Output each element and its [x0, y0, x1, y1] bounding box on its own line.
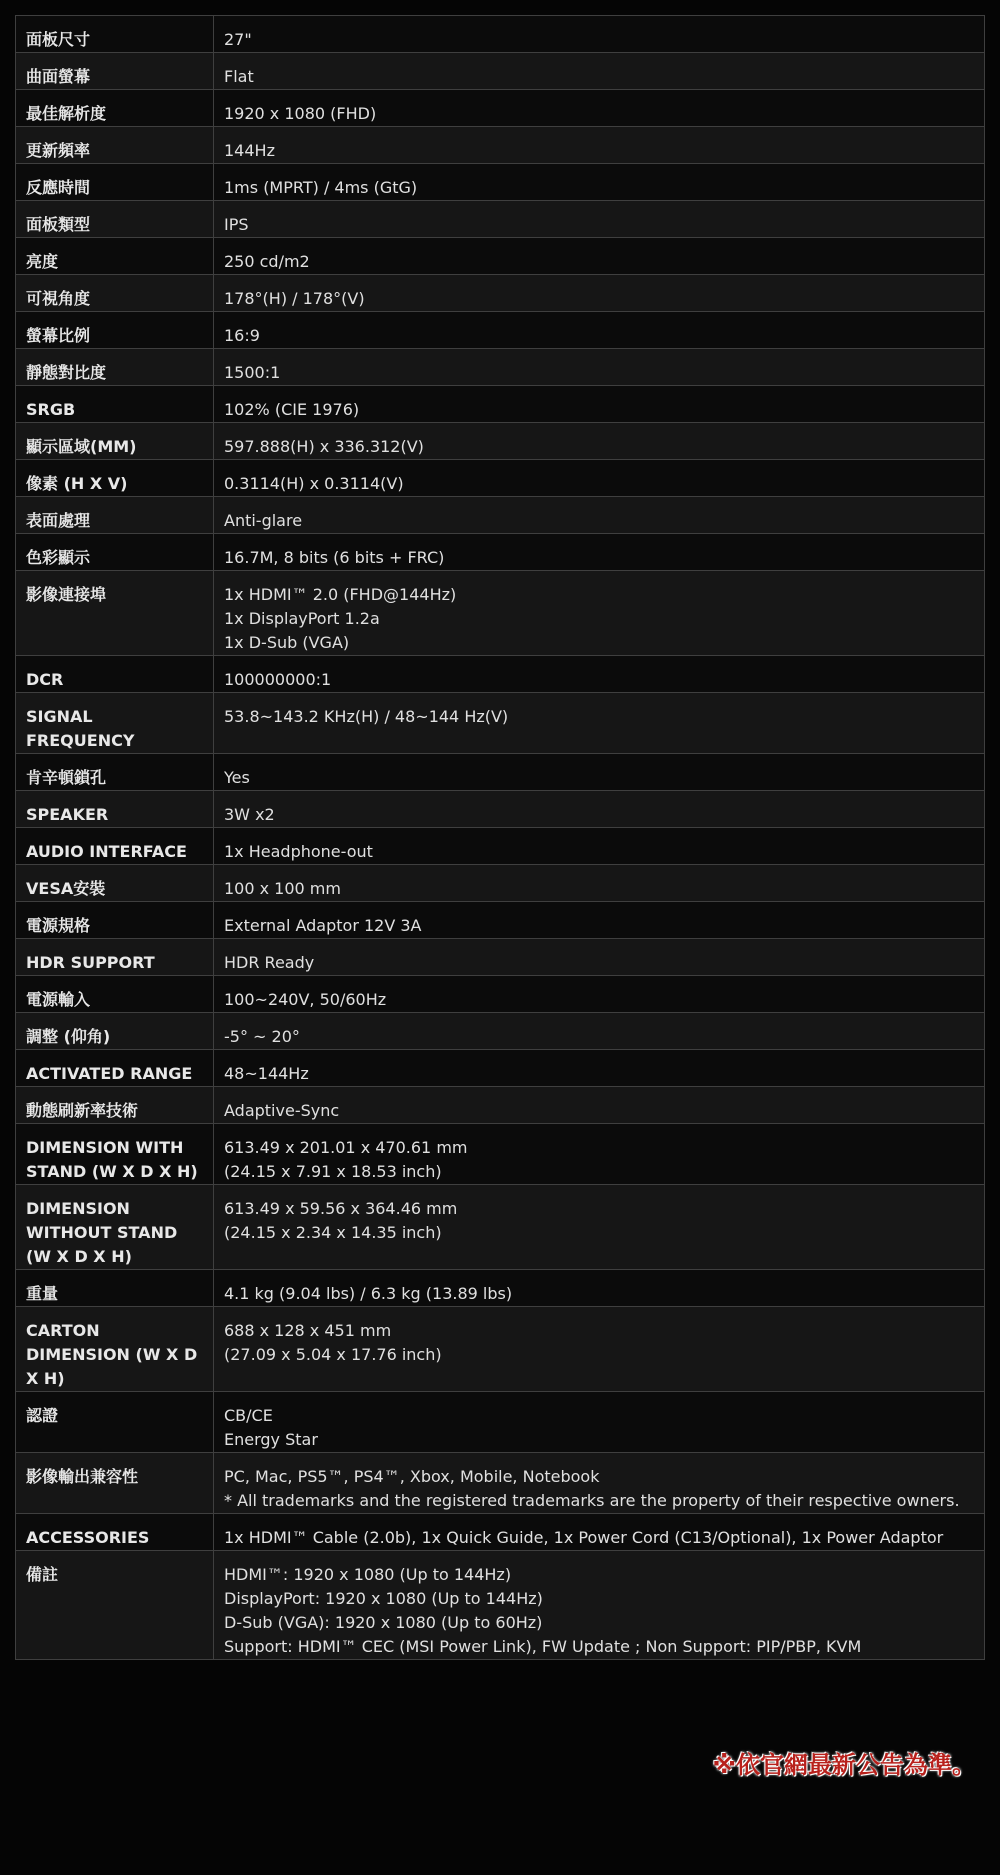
spec-value-line: 1x Headphone-out: [224, 842, 373, 861]
spec-value-line: 100~240V, 50/60Hz: [224, 990, 387, 1009]
spec-value-line: 27": [224, 30, 252, 49]
spec-value-line: PC, Mac, PS5™, PS4™, Xbox, Mobile, Notebook: [224, 1467, 600, 1486]
spec-label: SPEAKER: [16, 791, 214, 828]
spec-value-line: 178°(H) / 178°(V): [224, 289, 365, 308]
spec-value-line: 1500:1: [224, 363, 281, 382]
spec-value-line: D-Sub (VGA): 1920 x 1080 (Up to 60Hz): [224, 1613, 543, 1632]
spec-row: [16, 127, 985, 164]
spec-row: [16, 1087, 985, 1124]
spec-label: DCR: [16, 656, 214, 693]
spec-value-line: Support: HDMI™ CEC (MSI Power Link), FW Update ; Non Support: PIP/PBP, KVM: [224, 1637, 862, 1656]
spec-label: CARTON DIMENSION (W X D X H): [16, 1307, 214, 1392]
spec-row: [16, 902, 985, 939]
spec-value: [214, 534, 985, 571]
spec-label: ACCESSORIES: [16, 1514, 214, 1551]
spec-value: [214, 312, 985, 349]
spec-label: SRGB: [16, 386, 214, 423]
spec-label: 影像輸出兼容性: [16, 1453, 214, 1514]
spec-row: [16, 571, 985, 656]
spec-value-line: 1x HDMI™ Cable (2.0b), 1x Quick Guide, 1x Power Cord (C13/Optional), 1x Power Adaptor: [224, 1528, 944, 1547]
spec-label: 顯示區域(MM): [16, 423, 214, 460]
spec-value-line: 100000000:1: [224, 670, 332, 689]
spec-value: [214, 386, 985, 423]
spec-row: [16, 865, 985, 902]
spec-label: 肯辛頓鎖孔: [16, 754, 214, 791]
spec-row: [16, 164, 985, 201]
spec-label: 影像連接埠: [16, 571, 214, 656]
spec-value: [214, 865, 985, 902]
spec-value-line: 53.8~143.2 KHz(H) / 48~144 Hz(V): [224, 707, 509, 726]
spec-label: 表面處理: [16, 497, 214, 534]
spec-value-line: Energy Star: [224, 1430, 318, 1449]
spec-value-line: 1x D-Sub (VGA): [224, 633, 350, 652]
spec-value: [214, 460, 985, 497]
spec-value-line: Anti-glare: [224, 511, 303, 530]
spec-value: [214, 1124, 985, 1185]
spec-value-line: 613.49 x 59.56 x 364.46 mm: [224, 1199, 458, 1218]
spec-row: [16, 238, 985, 275]
spec-value: [214, 976, 985, 1013]
spec-row: [16, 754, 985, 791]
spec-value: [214, 1087, 985, 1124]
spec-value-line: 48~144Hz: [224, 1064, 309, 1083]
spec-value-line: HDR Ready: [224, 953, 315, 972]
spec-value-line: 613.49 x 201.01 x 470.61 mm: [224, 1138, 468, 1157]
spec-value-line: (27.09 x 5.04 x 17.76 inch): [224, 1345, 442, 1364]
spec-row: [16, 1050, 985, 1087]
spec-row: [16, 275, 985, 312]
spec-value-line: HDMI™: 1920 x 1080 (Up to 144Hz): [224, 1565, 512, 1584]
spec-row: [16, 16, 985, 53]
spec-value-line: 16.7M, 8 bits (6 bits + FRC): [224, 548, 445, 567]
spec-label: HDR SUPPORT: [16, 939, 214, 976]
spec-label: 備註: [16, 1551, 214, 1660]
spec-value-line: 100 x 100 mm: [224, 879, 341, 898]
spec-value: [214, 423, 985, 460]
spec-label: 調整 (仰角): [16, 1013, 214, 1050]
spec-row: [16, 976, 985, 1013]
spec-value: [214, 693, 985, 754]
spec-table: [15, 15, 985, 1660]
spec-value-line: IPS: [224, 215, 249, 234]
spec-value-line: (24.15 x 7.91 x 18.53 inch): [224, 1162, 442, 1181]
spec-row: [16, 1307, 985, 1392]
spec-value: [214, 902, 985, 939]
spec-value: [214, 201, 985, 238]
spec-value-line: (24.15 x 2.34 x 14.35 inch): [224, 1223, 442, 1242]
spec-label: 可視角度: [16, 275, 214, 312]
spec-value-line: Flat: [224, 67, 254, 86]
spec-table-body: [16, 16, 985, 1660]
spec-value: [214, 1307, 985, 1392]
spec-value-line: External Adaptor 12V 3A: [224, 916, 422, 935]
spec-row: [16, 656, 985, 693]
spec-label: 重量: [16, 1270, 214, 1307]
spec-value-line: DisplayPort: 1920 x 1080 (Up to 144Hz): [224, 1589, 543, 1608]
spec-value: [214, 1050, 985, 1087]
spec-value-line: Adaptive-Sync: [224, 1101, 340, 1120]
spec-label: 面板尺寸: [16, 16, 214, 53]
spec-value: [214, 90, 985, 127]
spec-row: [16, 53, 985, 90]
spec-value: [214, 164, 985, 201]
spec-label: 螢幕比例: [16, 312, 214, 349]
spec-value-line: 3W x2: [224, 805, 275, 824]
spec-label: 電源輸入: [16, 976, 214, 1013]
spec-label: 面板類型: [16, 201, 214, 238]
spec-label: 更新頻率: [16, 127, 214, 164]
spec-label: 反應時間: [16, 164, 214, 201]
spec-value-line: 16:9: [224, 326, 260, 345]
spec-row: [16, 460, 985, 497]
spec-value: [214, 349, 985, 386]
spec-label: VESA安裝: [16, 865, 214, 902]
spec-value-line: Yes: [224, 768, 250, 787]
spec-value-line: 102% (CIE 1976): [224, 400, 360, 419]
spec-row: [16, 423, 985, 460]
spec-row: [16, 497, 985, 534]
spec-value-line: 1x HDMI™ 2.0 (FHD@144Hz): [224, 585, 457, 604]
official-notice: ※依官網最新公告為準。: [712, 1751, 976, 1779]
spec-value-line: 688 x 128 x 451 mm: [224, 1321, 392, 1340]
spec-label: DIMENSION WITH STAND (W X D X H): [16, 1124, 214, 1185]
spec-value: [214, 791, 985, 828]
spec-row: [16, 1551, 985, 1660]
spec-value: [214, 497, 985, 534]
spec-row: [16, 1124, 985, 1185]
spec-value: [214, 656, 985, 693]
spec-row: [16, 1270, 985, 1307]
spec-row: [16, 386, 985, 423]
spec-label: 曲面螢幕: [16, 53, 214, 90]
spec-value: [214, 1453, 985, 1514]
spec-row: [16, 1185, 985, 1270]
spec-value: [214, 1392, 985, 1453]
spec-value-line: 1ms (MPRT) / 4ms (GtG): [224, 178, 418, 197]
spec-label: 認證: [16, 1392, 214, 1453]
spec-row: [16, 1392, 985, 1453]
spec-row: [16, 90, 985, 127]
spec-value: [214, 1551, 985, 1660]
spec-label: ACTIVATED RANGE: [16, 1050, 214, 1087]
spec-value-line: 4.1 kg (9.04 lbs) / 6.3 kg (13.89 lbs): [224, 1284, 513, 1303]
spec-label: 最佳解析度: [16, 90, 214, 127]
spec-value: [214, 1185, 985, 1270]
spec-label: 動態刷新率技術: [16, 1087, 214, 1124]
spec-value: [214, 127, 985, 164]
spec-value: [214, 275, 985, 312]
spec-row: [16, 312, 985, 349]
spec-value-line: -5° ~ 20°: [224, 1027, 300, 1046]
spec-value: [214, 939, 985, 976]
spec-row: [16, 349, 985, 386]
spec-row: [16, 1514, 985, 1551]
spec-label: 靜態對比度: [16, 349, 214, 386]
spec-value-line: 1920 x 1080 (FHD): [224, 104, 377, 123]
spec-value: [214, 571, 985, 656]
spec-label: AUDIO INTERFACE: [16, 828, 214, 865]
spec-value: [214, 1514, 985, 1551]
spec-value-line: 0.3114(H) x 0.3114(V): [224, 474, 404, 493]
spec-label: 像素 (H X V): [16, 460, 214, 497]
spec-value: [214, 1270, 985, 1307]
spec-row: [16, 939, 985, 976]
spec-value: [214, 53, 985, 90]
spec-value-line: 597.888(H) x 336.312(V): [224, 437, 424, 456]
spec-value: [214, 828, 985, 865]
spec-label: 電源規格: [16, 902, 214, 939]
spec-label: SIGNAL FREQUENCY: [16, 693, 214, 754]
spec-row: [16, 693, 985, 754]
spec-label: 色彩顯示: [16, 534, 214, 571]
spec-row: [16, 201, 985, 238]
spec-row: [16, 1453, 985, 1514]
spec-row: [16, 828, 985, 865]
spec-value-line: CB/CE: [224, 1406, 273, 1425]
spec-value-line: 1x DisplayPort 1.2a: [224, 609, 380, 628]
spec-row: [16, 1013, 985, 1050]
spec-value: [214, 754, 985, 791]
spec-value: [214, 16, 985, 53]
spec-value-line: 250 cd/m2: [224, 252, 310, 271]
spec-value: [214, 238, 985, 275]
spec-row: [16, 791, 985, 828]
spec-value-line: 144Hz: [224, 141, 275, 160]
spec-row: [16, 534, 985, 571]
spec-value: [214, 1013, 985, 1050]
spec-label: DIMENSION WITHOUT STAND (W X D X H): [16, 1185, 214, 1270]
spec-value-line: * All trademarks and the registered trademarks are the property of their respective owners.: [224, 1491, 960, 1510]
spec-label: 亮度: [16, 238, 214, 275]
